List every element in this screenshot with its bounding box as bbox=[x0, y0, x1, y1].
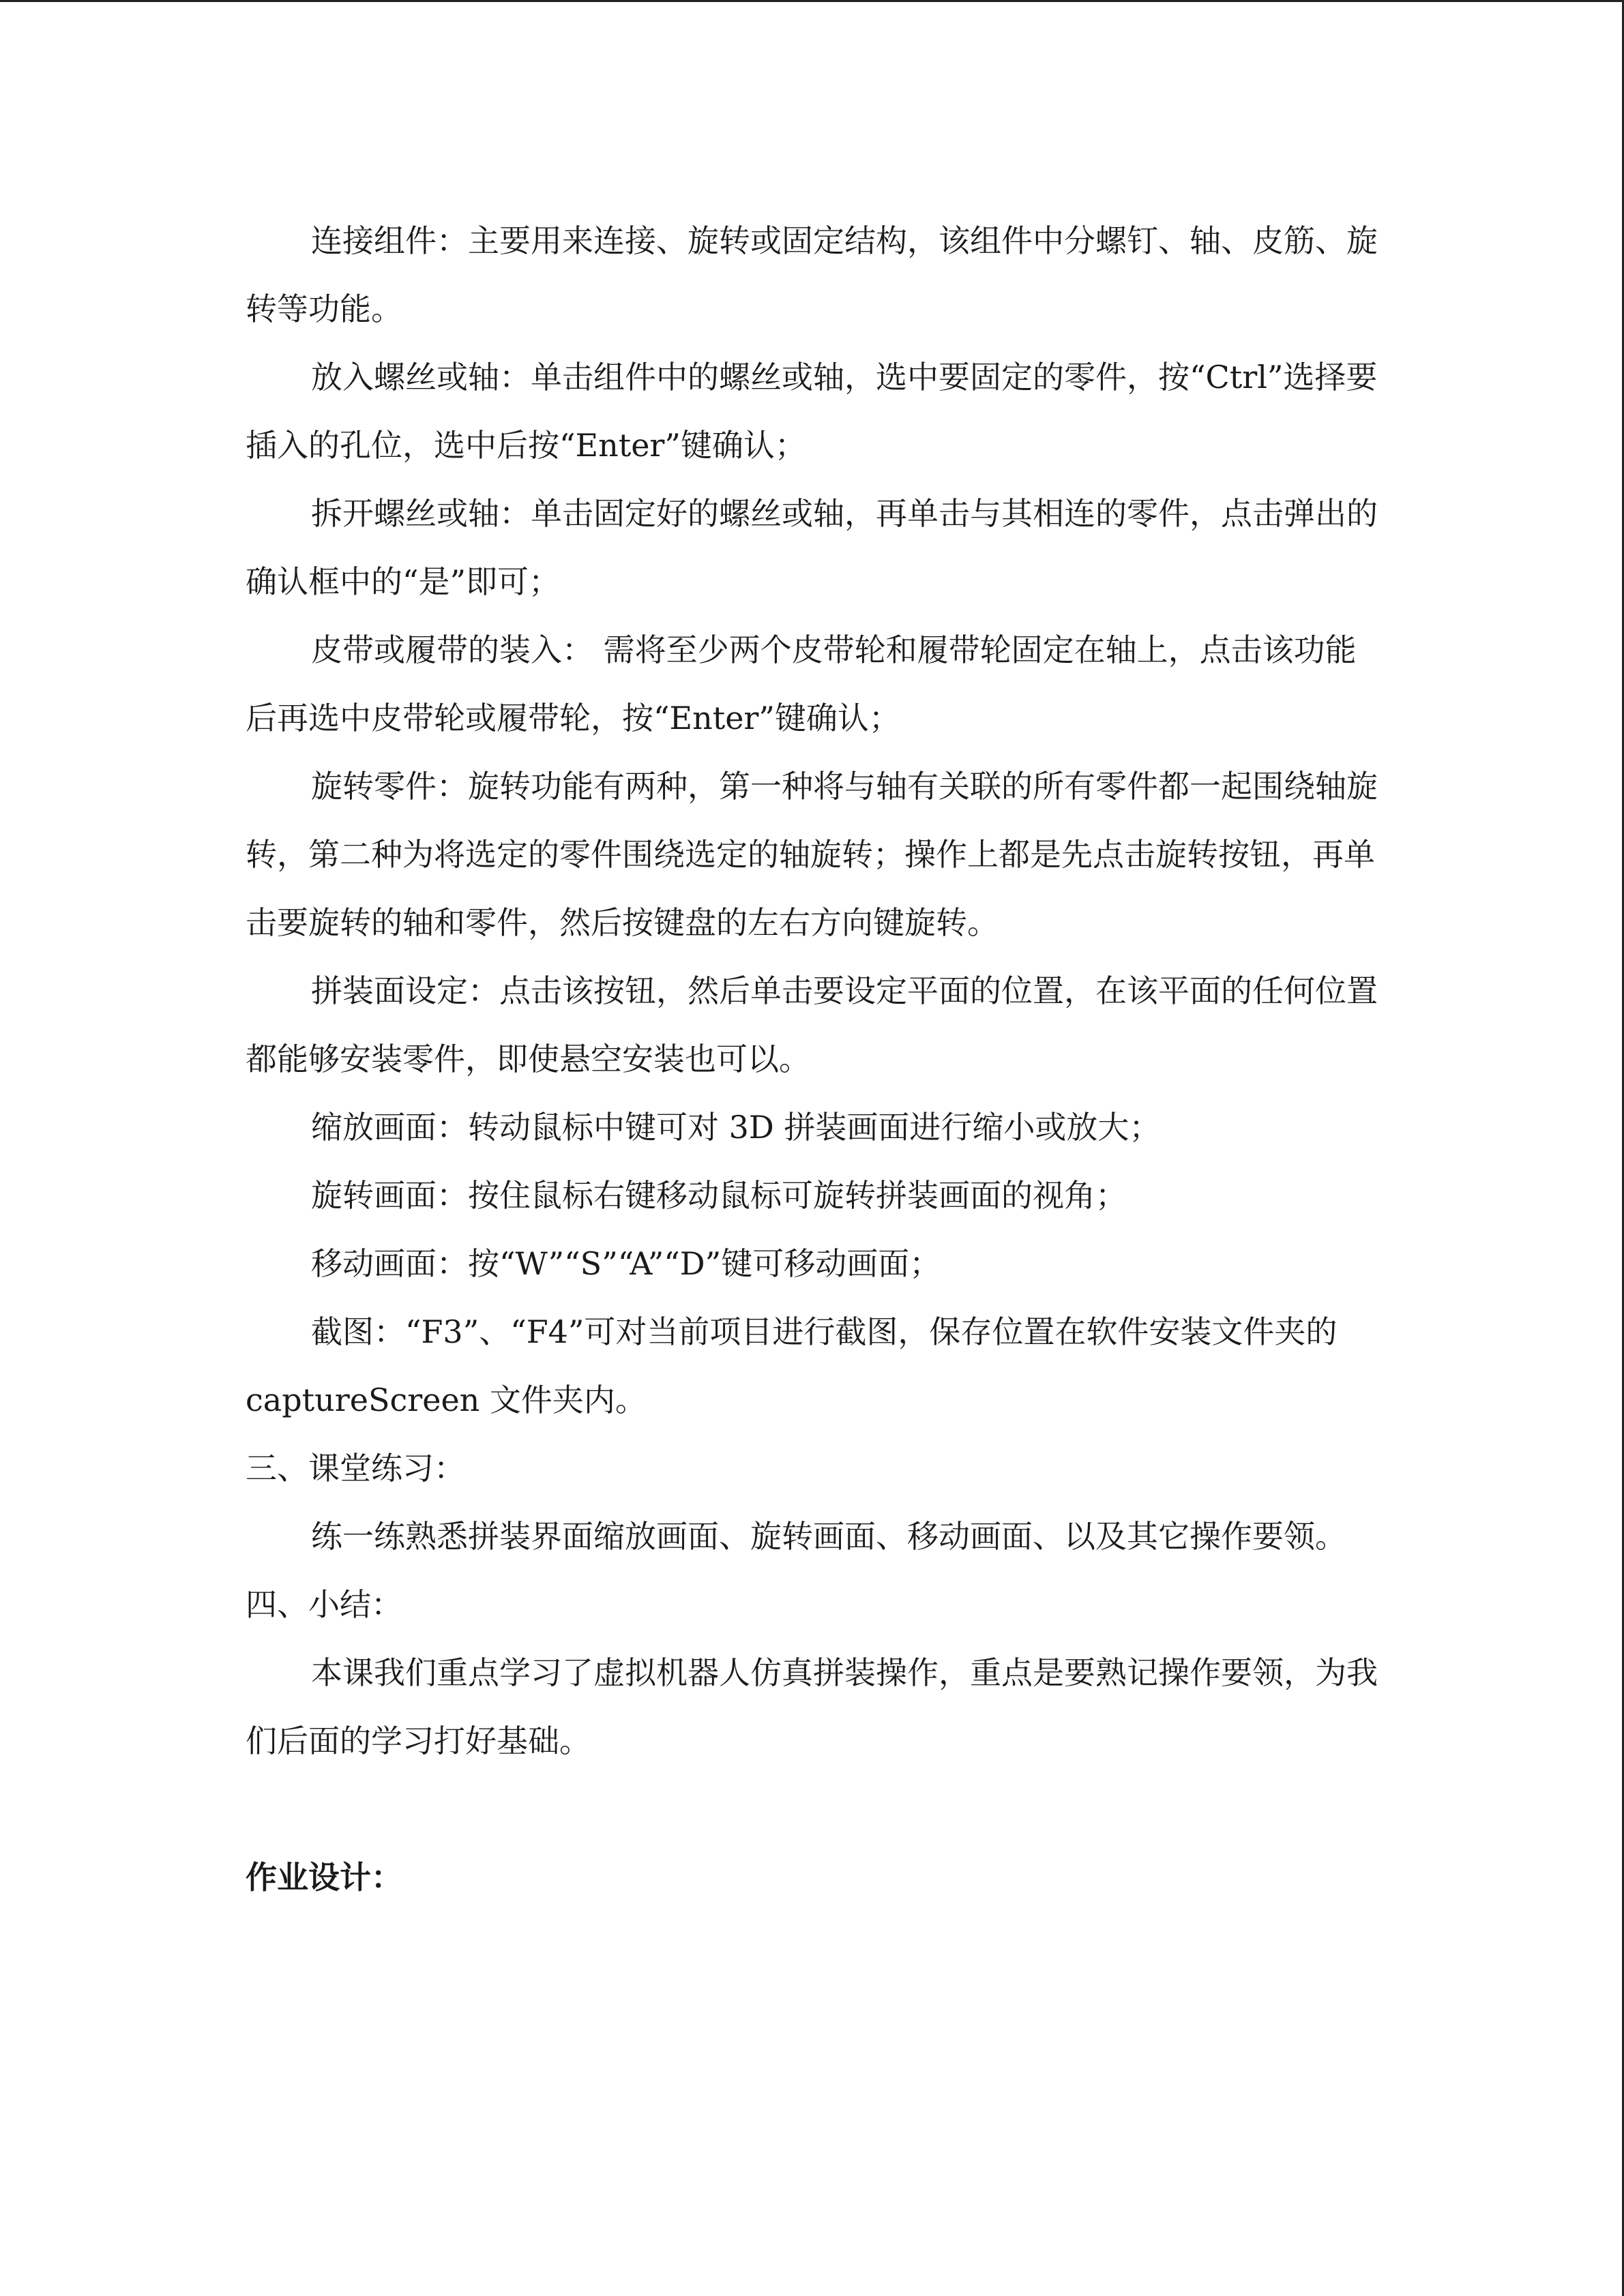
paragraph-screenshot: 截图：“F3”、“F4”可对当前项目进行截图，保存位置在软件安装文件夹的 captureScreen 文件夹内。 bbox=[246, 1313, 1338, 1418]
paragraph-belt-install: 皮带或履带的装入： 需将至少两个皮带轮和履带轮固定在轴上，点击该功能后再选中皮带轮或履带轮，按“Enter”键确认； bbox=[246, 631, 1357, 736]
paragraph-rotate-parts: 旋转零件：旋转功能有两种，第一种将与轴有关联的所有零件都一起围绕轴旋转，第二种为将选定的零件围绕选定的轴旋转；操作上都是先点击旋转按钮，再单击要旋转的轴和零件，然后按键盘的左右方向键旋转。 bbox=[246, 768, 1378, 941]
paragraph-assembly-plane: 拼装面设定：点击该按钮，然后单击要设定平面的位置，在该平面的任何位置都能够安装零件，即使悬空安装也可以。 bbox=[246, 972, 1378, 1077]
paragraph-remove-screw: 拆开螺丝或轴：单击固定好的螺丝或轴，再单击与其相连的零件，点击弹出的确认框中的“是”即可； bbox=[246, 495, 1378, 600]
paragraph-practice-body: 练一练熟悉拼装界面缩放画面、旋转画面、移动画面、以及其它操作要领。 bbox=[311, 1518, 1346, 1555]
paragraph-summary-body: 本课我们重点学习了虚拟机器人仿真拼装操作，重点是要熟记操作要领，为我们后面的学习打好基础。 bbox=[246, 1654, 1378, 1759]
heading-summary: 四、小结： bbox=[246, 1586, 402, 1623]
heading-homework: 作业设计： bbox=[246, 1859, 402, 1896]
heading-classroom-practice: 三、课堂练习： bbox=[246, 1450, 465, 1487]
document-body bbox=[246, 207, 1378, 1911]
paragraph-insert-screw: 放入螺丝或轴：单击组件中的螺丝或轴，选中要固定的零件，按“Ctrl”选择要插入的孔位，选中后按“Enter”键确认； bbox=[246, 359, 1378, 464]
paragraph-rotate-view: 旋转画面：按住鼠标右键移动鼠标可旋转拼装画面的视角； bbox=[311, 1177, 1127, 1214]
paragraph-zoom-view: 缩放画面：转动鼠标中键可对 3D 拼装画面进行缩小或放大； bbox=[311, 1109, 1161, 1146]
paragraph-connect-components: 连接组件：主要用来连接、旋转或固定结构，该组件中分螺钉、轴、皮筋、旋转等功能。 bbox=[246, 222, 1378, 327]
paragraph-move-view: 移动画面：按“W”“S”“A”“D”键可移动画面； bbox=[311, 1245, 941, 1282]
